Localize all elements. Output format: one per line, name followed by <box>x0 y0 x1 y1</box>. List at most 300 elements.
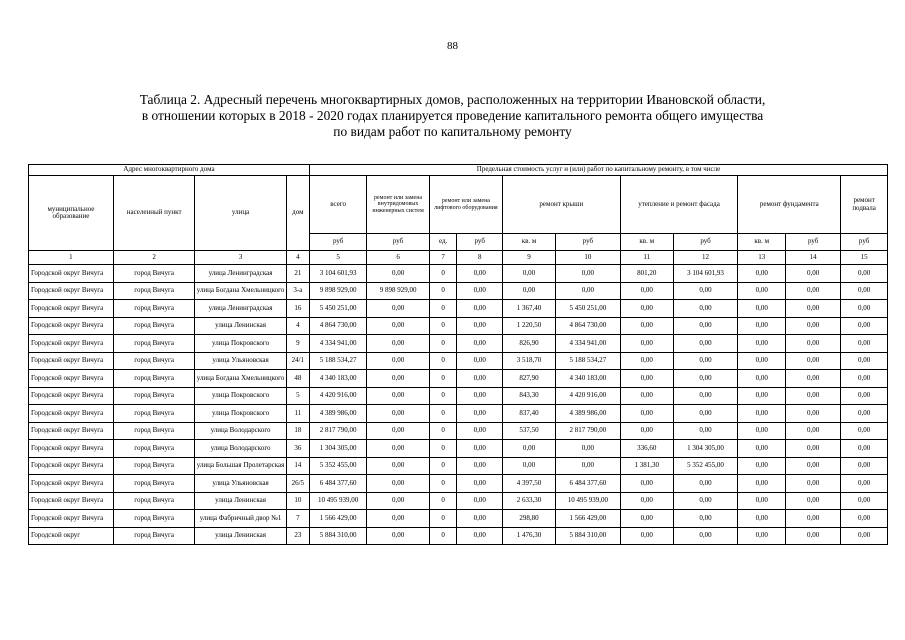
elevator-count-cell: 0 <box>429 527 457 545</box>
facade-cost-cell: 0,00 <box>673 317 738 335</box>
cost-group-header: Предельная стоимость услуг и (или) работ по капитальному ремонту, в том числе <box>310 165 888 176</box>
roof-area-cell: 827,90 <box>503 370 556 388</box>
eng-systems-cell: 0,00 <box>367 352 430 370</box>
foundation-cost-cell: 0,00 <box>786 510 841 528</box>
elevator-cost-cell: 0,00 <box>457 370 503 388</box>
eng-systems-cell: 0,00 <box>367 300 430 318</box>
foundation-cost-cell: 0,00 <box>786 335 841 353</box>
roof-area-cell: 826,90 <box>503 335 556 353</box>
unit-cell: руб <box>556 234 621 251</box>
elevator-count-cell: 0 <box>429 492 457 510</box>
roof-cost-cell: 0,00 <box>556 457 621 475</box>
municipality-cell: Городской округ Вичуга <box>29 265 114 283</box>
unit-cell: руб <box>367 234 430 251</box>
basement-cost-cell: 0,00 <box>841 370 888 388</box>
house-cell: 23 <box>286 527 309 545</box>
roof-area-cell: 4 397,50 <box>503 475 556 493</box>
total-cell: 1 304 305,00 <box>310 440 367 458</box>
street-cell: улица Ленинская <box>195 317 286 335</box>
total-cell: 4 389 986,00 <box>310 405 367 423</box>
basement-cost-cell: 0,00 <box>841 317 888 335</box>
basement-cost-cell: 0,00 <box>841 492 888 510</box>
foundation-cost-cell: 0,00 <box>786 457 841 475</box>
basement-cost-cell: 0,00 <box>841 440 888 458</box>
column-number-cell: 13 <box>738 251 786 265</box>
facade-cost-cell: 0,00 <box>673 387 738 405</box>
unit-cell: руб <box>786 234 841 251</box>
column-numbers-row <box>29 251 888 265</box>
elevator-count-cell: 0 <box>429 317 457 335</box>
unit-cell: ед. <box>429 234 457 251</box>
total-header: всего <box>310 176 367 234</box>
facade-area-cell: 0,00 <box>620 317 673 335</box>
eng-systems-cell: 0,00 <box>367 510 430 528</box>
table-row <box>29 370 888 388</box>
eng-systems-cell: 0,00 <box>367 265 430 283</box>
eng-systems-cell: 0,00 <box>367 370 430 388</box>
total-cell: 6 484 377,60 <box>310 475 367 493</box>
table-row <box>29 457 888 475</box>
facade-area-cell: 1 381,30 <box>620 457 673 475</box>
elevator-count-cell: 0 <box>429 440 457 458</box>
facade-area-cell: 0,00 <box>620 510 673 528</box>
foundation-cost-cell: 0,00 <box>786 265 841 283</box>
elevator-cost-cell: 0,00 <box>457 422 503 440</box>
eng-systems-cell: 0,00 <box>367 317 430 335</box>
municipality-cell: Городской округ Вичуга <box>29 352 114 370</box>
elevator-count-cell: 0 <box>429 422 457 440</box>
settlement-header: населенный пункт <box>113 176 195 251</box>
settlement-cell: город Вичуга <box>113 510 195 528</box>
foundation-cost-cell: 0,00 <box>786 422 841 440</box>
facade-area-cell: 0,00 <box>620 475 673 493</box>
column-number-cell: 6 <box>367 251 430 265</box>
total-cell: 4 334 941,00 <box>310 335 367 353</box>
table-row <box>29 387 888 405</box>
column-number-cell: 2 <box>113 251 195 265</box>
unit-cell: кв. м <box>738 234 786 251</box>
facade-cost-cell: 0,00 <box>673 492 738 510</box>
roof-cost-cell: 5 188 534,27 <box>556 352 621 370</box>
eng-systems-cell: 9 898 929,00 <box>367 282 430 300</box>
settlement-cell: город Вичуга <box>113 282 195 300</box>
house-cell: 16 <box>286 300 309 318</box>
facade-cost-cell: 0,00 <box>673 405 738 423</box>
eng-systems-cell: 0,00 <box>367 335 430 353</box>
address-list-table <box>28 164 888 545</box>
foundation-cost-cell: 0,00 <box>786 317 841 335</box>
elevator-cost-cell: 0,00 <box>457 352 503 370</box>
basement-cost-cell: 0,00 <box>841 527 888 545</box>
table-row <box>29 352 888 370</box>
settlement-cell: город Вичуга <box>113 317 195 335</box>
elevator-cost-cell: 0,00 <box>457 335 503 353</box>
facade-area-cell: 0,00 <box>620 405 673 423</box>
municipality-cell: Городской округ <box>29 527 114 545</box>
total-cell: 4 340 183,00 <box>310 370 367 388</box>
roof-area-cell: 1 220,50 <box>503 317 556 335</box>
unit-cell: руб <box>310 234 367 251</box>
elevator-count-cell: 0 <box>429 510 457 528</box>
roof-area-cell: 2 633,30 <box>503 492 556 510</box>
total-cell: 1 566 429,00 <box>310 510 367 528</box>
table-row <box>29 317 888 335</box>
house-cell: 14 <box>286 457 309 475</box>
elevator-cost-cell: 0,00 <box>457 440 503 458</box>
table-row <box>29 405 888 423</box>
foundation-cost-cell: 0,00 <box>786 475 841 493</box>
unit-cell: кв. м <box>620 234 673 251</box>
foundation-header: ремонт фундамента <box>738 176 841 234</box>
facade-cost-cell: 0,00 <box>673 335 738 353</box>
street-cell: улица Покровского <box>195 335 286 353</box>
facade-area-cell: 0,00 <box>620 492 673 510</box>
eng-systems-cell: 0,00 <box>367 527 430 545</box>
column-number-cell: 3 <box>195 251 286 265</box>
basement-cost-cell: 0,00 <box>841 422 888 440</box>
street-cell: улица Богдана Хмельницкого <box>195 282 286 300</box>
roof-cost-cell: 1 566 429,00 <box>556 510 621 528</box>
house-cell: 7 <box>286 510 309 528</box>
elevator-count-cell: 0 <box>429 300 457 318</box>
elevator-cost-cell: 0,00 <box>457 510 503 528</box>
column-number-cell: 9 <box>503 251 556 265</box>
house-cell: 5 <box>286 387 309 405</box>
settlement-cell: город Вичуга <box>113 370 195 388</box>
foundation-area-cell: 0,00 <box>738 317 786 335</box>
facade-area-cell: 0,00 <box>620 527 673 545</box>
table-row <box>29 282 888 300</box>
title-line: в отношении которых в 2018 - 2020 годах планируется проведение капитального ремонта общего имущества <box>141 108 764 123</box>
address-group-header: Адрес многоквартирного дома <box>29 165 310 176</box>
roof-area-cell: 0,00 <box>503 440 556 458</box>
eng-systems-cell: 0,00 <box>367 492 430 510</box>
basement-cost-cell: 0,00 <box>841 282 888 300</box>
roof-area-cell: 1 367,40 <box>503 300 556 318</box>
settlement-cell: город Вичуга <box>113 352 195 370</box>
column-number-cell: 10 <box>556 251 621 265</box>
column-number-cell: 5 <box>310 251 367 265</box>
foundation-area-cell: 0,00 <box>738 265 786 283</box>
settlement-cell: город Вичуга <box>113 475 195 493</box>
foundation-cost-cell: 0,00 <box>786 300 841 318</box>
roof-cost-cell: 6 484 377,60 <box>556 475 621 493</box>
facade-cost-cell: 0,00 <box>673 282 738 300</box>
house-cell: 18 <box>286 422 309 440</box>
basement-header: ремонт подвала <box>841 176 888 234</box>
unit-cell: кв. м <box>503 234 556 251</box>
roof-area-cell: 837,40 <box>503 405 556 423</box>
house-cell: 9 <box>286 335 309 353</box>
column-number-cell: 12 <box>673 251 738 265</box>
street-cell: улица Ленинградская <box>195 300 286 318</box>
foundation-area-cell: 0,00 <box>738 457 786 475</box>
total-cell: 9 898 929,00 <box>310 282 367 300</box>
settlement-cell: город Вичуга <box>113 527 195 545</box>
facade-cost-cell: 0,00 <box>673 422 738 440</box>
foundation-area-cell: 0,00 <box>738 335 786 353</box>
facade-area-cell: 0,00 <box>620 300 673 318</box>
facade-area-cell: 0,00 <box>620 422 673 440</box>
elevator-cost-cell: 0,00 <box>457 492 503 510</box>
elevator-count-cell: 0 <box>429 352 457 370</box>
facade-area-cell: 0,00 <box>620 387 673 405</box>
municipality-cell: Городской округ Вичуга <box>29 405 114 423</box>
eng-systems-cell: 0,00 <box>367 457 430 475</box>
foundation-area-cell: 0,00 <box>738 300 786 318</box>
elevator-count-cell: 0 <box>429 335 457 353</box>
settlement-cell: город Вичуга <box>113 300 195 318</box>
foundation-cost-cell: 0,00 <box>786 387 841 405</box>
street-cell: улица Покровского <box>195 387 286 405</box>
table-row <box>29 422 888 440</box>
foundation-cost-cell: 0,00 <box>786 527 841 545</box>
elevator-cost-cell: 0,00 <box>457 300 503 318</box>
foundation-area-cell: 0,00 <box>738 440 786 458</box>
eng-systems-cell: 0,00 <box>367 440 430 458</box>
municipality-cell: Городской округ Вичуга <box>29 335 114 353</box>
roof-cost-cell: 10 495 939,00 <box>556 492 621 510</box>
table-row <box>29 335 888 353</box>
facade-area-cell: 0,00 <box>620 335 673 353</box>
house-cell: 11 <box>286 405 309 423</box>
municipality-cell: Городской округ Вичуга <box>29 317 114 335</box>
settlement-cell: город Вичуга <box>113 387 195 405</box>
settlement-cell: город Вичуга <box>113 265 195 283</box>
elevator-cost-cell: 0,00 <box>457 475 503 493</box>
elevator-cost-cell: 0,00 <box>457 405 503 423</box>
foundation-cost-cell: 0,00 <box>786 440 841 458</box>
total-cell: 5 884 310,00 <box>310 527 367 545</box>
municipality-cell: Городской округ Вичуга <box>29 492 114 510</box>
street-cell: улица Богдана Хмельницкого <box>195 370 286 388</box>
street-cell: улица Фабричный двор №1 <box>195 510 286 528</box>
street-cell: улица Володарского <box>195 422 286 440</box>
roof-area-cell: 3 518,70 <box>503 352 556 370</box>
foundation-area-cell: 0,00 <box>738 492 786 510</box>
table-row <box>29 265 888 283</box>
roof-cost-cell: 4 389 986,00 <box>556 405 621 423</box>
basement-cost-cell: 0,00 <box>841 510 888 528</box>
roof-cost-cell: 2 817 790,00 <box>556 422 621 440</box>
elevator-cost-cell: 0,00 <box>457 317 503 335</box>
facade-cost-cell: 5 352 455,00 <box>673 457 738 475</box>
roof-cost-cell: 0,00 <box>556 265 621 283</box>
foundation-area-cell: 0,00 <box>738 387 786 405</box>
facade-cost-cell: 0,00 <box>673 475 738 493</box>
page-number: 88 <box>447 40 458 52</box>
roof-cost-cell: 0,00 <box>556 440 621 458</box>
settlement-cell: город Вичуга <box>113 440 195 458</box>
facade-cost-cell: 1 304 305,00 <box>673 440 738 458</box>
house-cell: 48 <box>286 370 309 388</box>
total-cell: 10 495 939,00 <box>310 492 367 510</box>
street-cell: улица Володарского <box>195 440 286 458</box>
eng-systems-header: ремонт или замена внутридомовых инженерных систем <box>367 176 430 234</box>
foundation-area-cell: 0,00 <box>738 352 786 370</box>
municipality-cell: Городской округ Вичуга <box>29 440 114 458</box>
facade-cost-cell: 0,00 <box>673 300 738 318</box>
basement-cost-cell: 0,00 <box>841 265 888 283</box>
street-cell: улица Ленинская <box>195 527 286 545</box>
unit-cell: руб <box>841 234 888 251</box>
column-number-cell: 14 <box>786 251 841 265</box>
facade-cost-cell: 3 104 601,93 <box>673 265 738 283</box>
facade-area-cell: 801,20 <box>620 265 673 283</box>
municipality-cell: Городской округ Вичуга <box>29 300 114 318</box>
elevator-count-cell: 0 <box>429 457 457 475</box>
municipality-cell: Городской округ Вичуга <box>29 457 114 475</box>
elevator-count-cell: 0 <box>429 405 457 423</box>
elevator-header: ремонт или замена лифтового оборудования <box>429 176 502 234</box>
total-cell: 4 420 916,00 <box>310 387 367 405</box>
facade-header: утепление и ремонт фасада <box>620 176 738 234</box>
table-row <box>29 300 888 318</box>
roof-cost-cell: 4 340 183,00 <box>556 370 621 388</box>
street-cell: улица Ленинградская <box>195 265 286 283</box>
basement-cost-cell: 0,00 <box>841 387 888 405</box>
eng-systems-cell: 0,00 <box>367 387 430 405</box>
foundation-area-cell: 0,00 <box>738 370 786 388</box>
foundation-cost-cell: 0,00 <box>786 492 841 510</box>
table-title <box>60 92 845 140</box>
eng-systems-cell: 0,00 <box>367 405 430 423</box>
basement-cost-cell: 0,00 <box>841 300 888 318</box>
roof-area-cell: 843,30 <box>503 387 556 405</box>
house-cell: 21 <box>286 265 309 283</box>
unit-cell: руб <box>673 234 738 251</box>
roof-area-cell: 0,00 <box>503 282 556 300</box>
municipality-cell: Городской округ Вичуга <box>29 282 114 300</box>
settlement-cell: город Вичуга <box>113 335 195 353</box>
settlement-cell: город Вичуга <box>113 457 195 475</box>
column-number-cell: 1 <box>29 251 114 265</box>
house-cell: 10 <box>286 492 309 510</box>
basement-cost-cell: 0,00 <box>841 335 888 353</box>
title-line: по видам работ по капитальному ремонту <box>333 124 572 139</box>
house-cell: 26/5 <box>286 475 309 493</box>
total-cell: 5 188 534,27 <box>310 352 367 370</box>
table-row <box>29 475 888 493</box>
roof-cost-cell: 4 864 730,00 <box>556 317 621 335</box>
municipality-cell: Городской округ Вичуга <box>29 475 114 493</box>
municipality-cell: Городской округ Вичуга <box>29 370 114 388</box>
elevator-cost-cell: 0,00 <box>457 282 503 300</box>
eng-systems-cell: 0,00 <box>367 422 430 440</box>
roof-cost-cell: 5 450 251,00 <box>556 300 621 318</box>
municipality-header: муниципальное образование <box>29 176 114 251</box>
elevator-count-cell: 0 <box>429 265 457 283</box>
elevator-cost-cell: 0,00 <box>457 457 503 475</box>
roof-area-cell: 0,00 <box>503 265 556 283</box>
house-cell: 24/1 <box>286 352 309 370</box>
settlement-cell: город Вичуга <box>113 405 195 423</box>
total-cell: 5 450 251,00 <box>310 300 367 318</box>
eng-systems-cell: 0,00 <box>367 475 430 493</box>
foundation-area-cell: 0,00 <box>738 475 786 493</box>
house-cell: 3-а <box>286 282 309 300</box>
roof-cost-cell: 4 420 916,00 <box>556 387 621 405</box>
total-cell: 4 864 730,00 <box>310 317 367 335</box>
foundation-area-cell: 0,00 <box>738 422 786 440</box>
roof-header: ремонт крыши <box>503 176 621 234</box>
roof-area-cell: 1 476,30 <box>503 527 556 545</box>
table-row <box>29 527 888 545</box>
roof-area-cell: 537,50 <box>503 422 556 440</box>
house-cell: 36 <box>286 440 309 458</box>
total-cell: 5 352 455,00 <box>310 457 367 475</box>
facade-area-cell: 0,00 <box>620 370 673 388</box>
column-number-cell: 8 <box>457 251 503 265</box>
roof-cost-cell: 0,00 <box>556 282 621 300</box>
facade-cost-cell: 0,00 <box>673 527 738 545</box>
facade-cost-cell: 0,00 <box>673 510 738 528</box>
table-row <box>29 510 888 528</box>
foundation-area-cell: 0,00 <box>738 510 786 528</box>
basement-cost-cell: 0,00 <box>841 457 888 475</box>
roof-cost-cell: 5 884 310,00 <box>556 527 621 545</box>
column-number-cell: 11 <box>620 251 673 265</box>
table-row <box>29 492 888 510</box>
street-cell: улица Ульяновская <box>195 352 286 370</box>
basement-cost-cell: 0,00 <box>841 352 888 370</box>
settlement-cell: город Вичуга <box>113 492 195 510</box>
facade-cost-cell: 0,00 <box>673 352 738 370</box>
foundation-area-cell: 0,00 <box>738 405 786 423</box>
municipality-cell: Городской округ Вичуга <box>29 387 114 405</box>
foundation-cost-cell: 0,00 <box>786 282 841 300</box>
street-cell: улица Ульяновская <box>195 475 286 493</box>
facade-cost-cell: 0,00 <box>673 370 738 388</box>
table-row <box>29 440 888 458</box>
title-line: Таблица 2. Адресный перечень многоквартирных домов, расположенных на территории Ивановской области, <box>139 92 766 107</box>
roof-cost-cell: 4 334 941,00 <box>556 335 621 353</box>
street-cell: улица Ленинская <box>195 492 286 510</box>
foundation-cost-cell: 0,00 <box>786 405 841 423</box>
unit-cell: руб <box>457 234 503 251</box>
facade-area-cell: 0,00 <box>620 352 673 370</box>
elevator-cost-cell: 0,00 <box>457 527 503 545</box>
elevator-cost-cell: 0,00 <box>457 265 503 283</box>
street-cell: улица Большая Пролетарская <box>195 457 286 475</box>
house-header: дом <box>286 176 309 251</box>
basement-cost-cell: 0,00 <box>841 405 888 423</box>
elevator-count-cell: 0 <box>429 370 457 388</box>
municipality-cell: Городской округ Вичуга <box>29 510 114 528</box>
foundation-area-cell: 0,00 <box>738 527 786 545</box>
elevator-cost-cell: 0,00 <box>457 387 503 405</box>
facade-area-cell: 336,60 <box>620 440 673 458</box>
roof-area-cell: 0,00 <box>503 457 556 475</box>
house-cell: 4 <box>286 317 309 335</box>
street-header: улица <box>195 176 286 251</box>
municipality-cell: Городской округ Вичуга <box>29 422 114 440</box>
foundation-cost-cell: 0,00 <box>786 352 841 370</box>
elevator-count-cell: 0 <box>429 282 457 300</box>
foundation-cost-cell: 0,00 <box>786 370 841 388</box>
total-cell: 2 817 790,00 <box>310 422 367 440</box>
foundation-area-cell: 0,00 <box>738 282 786 300</box>
basement-cost-cell: 0,00 <box>841 475 888 493</box>
column-number-cell: 7 <box>429 251 457 265</box>
settlement-cell: город Вичуга <box>113 422 195 440</box>
elevator-count-cell: 0 <box>429 475 457 493</box>
facade-area-cell: 0,00 <box>620 282 673 300</box>
column-number-cell: 15 <box>841 251 888 265</box>
total-cell: 3 104 601,93 <box>310 265 367 283</box>
street-cell: улица Покровского <box>195 405 286 423</box>
elevator-count-cell: 0 <box>429 387 457 405</box>
